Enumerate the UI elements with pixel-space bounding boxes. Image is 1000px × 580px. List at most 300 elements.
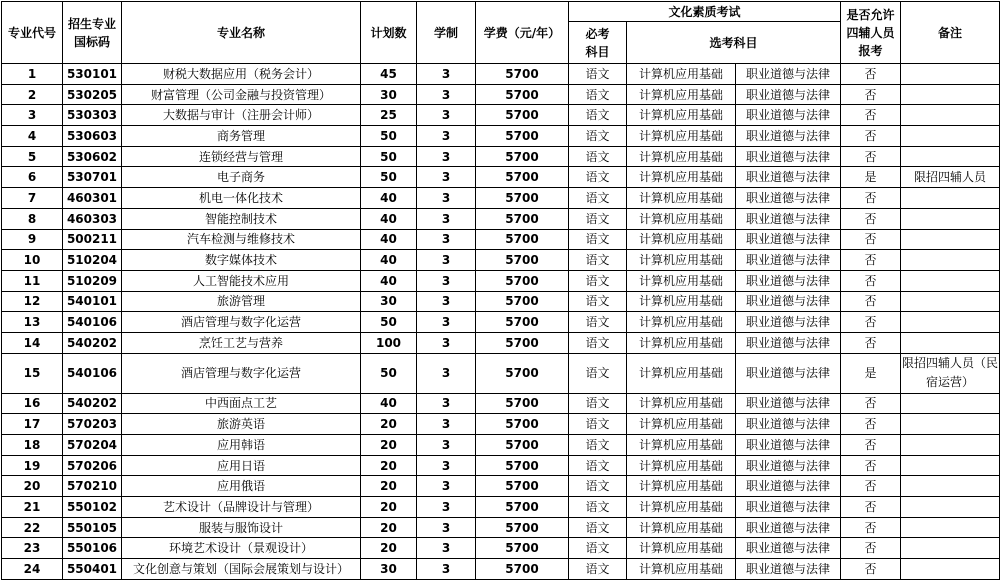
- table-row: [2, 559, 1000, 580]
- major-name-cell: 商务管理: [122, 126, 361, 147]
- study-years-cell: 3: [417, 126, 476, 147]
- remark-cell: [901, 105, 1000, 126]
- header-national-code-line2: 国标码: [73, 34, 110, 49]
- study-years-cell: 3: [417, 188, 476, 209]
- allow-auxiliary-cell: 否: [841, 250, 901, 271]
- header-required: [569, 22, 627, 64]
- table-body: [2, 64, 1000, 580]
- table-row: [2, 250, 1000, 271]
- study-years-cell: 3: [417, 455, 476, 476]
- major-name-cell: 艺术设计（品牌设计与管理）: [122, 497, 361, 518]
- study-years-cell: 3: [417, 538, 476, 559]
- tuition-fee-cell: 5700: [476, 538, 569, 559]
- allow-auxiliary-cell: 否: [841, 435, 901, 456]
- major-name-cell: 机电一体化技术: [122, 188, 361, 209]
- table-row: [2, 208, 1000, 229]
- remark-cell: [901, 435, 1000, 456]
- plan-count-cell: 45: [361, 64, 417, 85]
- table-row: [2, 517, 1000, 538]
- study-years-cell: 3: [417, 435, 476, 456]
- major-code-cell: 570206: [63, 455, 122, 476]
- tuition-fee-cell: 5700: [476, 250, 569, 271]
- major-code-cell: 530303: [63, 105, 122, 126]
- table-row: [2, 455, 1000, 476]
- table-row: [2, 332, 1000, 353]
- row-number-cell: 5: [2, 146, 63, 167]
- plan-count-cell: 50: [361, 126, 417, 147]
- allow-auxiliary-cell: 否: [841, 84, 901, 105]
- required-subject-cell: 语文: [569, 455, 627, 476]
- required-subject-cell: 语文: [569, 559, 627, 580]
- required-subject-cell: 语文: [569, 208, 627, 229]
- allow-auxiliary-cell: 否: [841, 455, 901, 476]
- required-subject-cell: 语文: [569, 476, 627, 497]
- allow-auxiliary-cell: 否: [841, 146, 901, 167]
- elective-subject-1-cell: 计算机应用基础: [627, 167, 736, 188]
- header-required-line1: 必考: [585, 26, 610, 41]
- remark-cell: [901, 497, 1000, 518]
- remark-cell: [901, 517, 1000, 538]
- major-code-cell: 530603: [63, 126, 122, 147]
- major-name-cell: 服装与服饰设计: [122, 517, 361, 538]
- elective-subject-2-cell: 职业道德与法律: [736, 291, 841, 312]
- tuition-fee-cell: 5700: [476, 188, 569, 209]
- major-name-cell: 应用日语: [122, 455, 361, 476]
- elective-subject-1-cell: 计算机应用基础: [627, 393, 736, 414]
- required-subject-cell: 语文: [569, 167, 627, 188]
- table-row: [2, 146, 1000, 167]
- major-code-cell: 460301: [63, 188, 122, 209]
- major-name-cell: 中西面点工艺: [122, 393, 361, 414]
- allow-auxiliary-cell: 否: [841, 476, 901, 497]
- major-code-cell: 460303: [63, 208, 122, 229]
- study-years-cell: 3: [417, 208, 476, 229]
- allow-auxiliary-cell: 否: [841, 208, 901, 229]
- row-number-cell: 13: [2, 312, 63, 333]
- plan-count-cell: 50: [361, 353, 417, 393]
- plan-count-cell: 30: [361, 84, 417, 105]
- header-national-code: [63, 2, 122, 64]
- elective-subject-1-cell: 计算机应用基础: [627, 105, 736, 126]
- elective-subject-2-cell: 职业道德与法律: [736, 476, 841, 497]
- header-national-code-line1: 招生专业: [67, 16, 116, 31]
- allow-auxiliary-cell: 否: [841, 188, 901, 209]
- table-header: [2, 2, 1000, 64]
- major-code-cell: 550105: [63, 517, 122, 538]
- header-plan: 计划数: [361, 2, 417, 64]
- tuition-fee-cell: 5700: [476, 332, 569, 353]
- study-years-cell: 3: [417, 105, 476, 126]
- study-years-cell: 3: [417, 64, 476, 85]
- plan-count-cell: 40: [361, 250, 417, 271]
- remark-cell: [901, 538, 1000, 559]
- header-allow-line2: 四辅人员: [846, 25, 895, 40]
- header-tuition: 学费（元/年）: [476, 2, 569, 64]
- major-name-cell: 环境艺术设计（景观设计）: [122, 538, 361, 559]
- major-code-cell: 550106: [63, 538, 122, 559]
- major-code-cell: 540106: [63, 353, 122, 393]
- required-subject-cell: 语文: [569, 517, 627, 538]
- table-row: [2, 64, 1000, 85]
- elective-subject-1-cell: 计算机应用基础: [627, 208, 736, 229]
- remark-cell: [901, 146, 1000, 167]
- tuition-fee-cell: 5700: [476, 455, 569, 476]
- elective-subject-1-cell: 计算机应用基础: [627, 146, 736, 167]
- row-number-cell: 16: [2, 393, 63, 414]
- remark-cell: [901, 312, 1000, 333]
- tuition-fee-cell: 5700: [476, 146, 569, 167]
- plan-count-cell: 20: [361, 476, 417, 497]
- elective-subject-2-cell: 职业道德与法律: [736, 312, 841, 333]
- required-subject-cell: 语文: [569, 146, 627, 167]
- table-row: [2, 167, 1000, 188]
- allow-auxiliary-cell: 否: [841, 538, 901, 559]
- elective-subject-2-cell: 职业道德与法律: [736, 105, 841, 126]
- major-code-cell: 510204: [63, 250, 122, 271]
- plan-count-cell: 100: [361, 332, 417, 353]
- allow-auxiliary-cell: 否: [841, 126, 901, 147]
- plan-count-cell: 50: [361, 312, 417, 333]
- table-row: [2, 126, 1000, 147]
- major-name-cell: 财富管理（公司金融与投资管理）: [122, 84, 361, 105]
- remark-cell: [901, 229, 1000, 250]
- elective-subject-1-cell: 计算机应用基础: [627, 332, 736, 353]
- table-row: [2, 353, 1000, 393]
- major-code-cell: 540202: [63, 393, 122, 414]
- major-name-cell: 旅游英语: [122, 414, 361, 435]
- tuition-fee-cell: 5700: [476, 229, 569, 250]
- row-number-cell: 18: [2, 435, 63, 456]
- row-number-cell: 14: [2, 332, 63, 353]
- elective-subject-2-cell: 职业道德与法律: [736, 126, 841, 147]
- header-remark: 备注: [901, 2, 1000, 64]
- tuition-fee-cell: 5700: [476, 393, 569, 414]
- study-years-cell: 3: [417, 270, 476, 291]
- major-name-cell: 连锁经营与管理: [122, 146, 361, 167]
- plan-count-cell: 25: [361, 105, 417, 126]
- major-code-cell: 570203: [63, 414, 122, 435]
- header-name: 专业名称: [122, 2, 361, 64]
- header-code: 专业代号: [2, 2, 63, 64]
- elective-subject-1-cell: 计算机应用基础: [627, 517, 736, 538]
- row-number-cell: 15: [2, 353, 63, 393]
- plan-count-cell: 20: [361, 538, 417, 559]
- elective-subject-1-cell: 计算机应用基础: [627, 84, 736, 105]
- required-subject-cell: 语文: [569, 105, 627, 126]
- plan-count-cell: 50: [361, 146, 417, 167]
- row-number-cell: 8: [2, 208, 63, 229]
- table-row: [2, 393, 1000, 414]
- required-subject-cell: 语文: [569, 312, 627, 333]
- tuition-fee-cell: 5700: [476, 126, 569, 147]
- elective-subject-2-cell: 职业道德与法律: [736, 435, 841, 456]
- remark-cell: [901, 270, 1000, 291]
- major-code-cell: 540101: [63, 291, 122, 312]
- tuition-fee-cell: 5700: [476, 353, 569, 393]
- major-code-cell: 550102: [63, 497, 122, 518]
- elective-subject-1-cell: 计算机应用基础: [627, 188, 736, 209]
- tuition-fee-cell: 5700: [476, 291, 569, 312]
- header-required-line2: 科目: [585, 44, 610, 59]
- allow-auxiliary-cell: 否: [841, 229, 901, 250]
- elective-subject-2-cell: 职业道德与法律: [736, 167, 841, 188]
- elective-subject-2-cell: 职业道德与法律: [736, 353, 841, 393]
- major-code-cell: 570210: [63, 476, 122, 497]
- study-years-cell: 3: [417, 517, 476, 538]
- elective-subject-2-cell: 职业道德与法律: [736, 250, 841, 271]
- major-code-cell: 530205: [63, 84, 122, 105]
- remark-cell: [901, 414, 1000, 435]
- study-years-cell: 3: [417, 84, 476, 105]
- plan-count-cell: 50: [361, 167, 417, 188]
- required-subject-cell: 语文: [569, 332, 627, 353]
- row-number-cell: 17: [2, 414, 63, 435]
- elective-subject-2-cell: 职业道德与法律: [736, 84, 841, 105]
- study-years-cell: 3: [417, 146, 476, 167]
- plan-count-cell: 20: [361, 455, 417, 476]
- major-name-cell: 数字媒体技术: [122, 250, 361, 271]
- row-number-cell: 2: [2, 84, 63, 105]
- elective-subject-1-cell: 计算机应用基础: [627, 455, 736, 476]
- required-subject-cell: 语文: [569, 84, 627, 105]
- major-name-cell: 智能控制技术: [122, 208, 361, 229]
- tuition-fee-cell: 5700: [476, 105, 569, 126]
- required-subject-cell: 语文: [569, 126, 627, 147]
- plan-count-cell: 30: [361, 291, 417, 312]
- table-row: [2, 312, 1000, 333]
- major-code-cell: 530701: [63, 167, 122, 188]
- required-subject-cell: 语文: [569, 270, 627, 291]
- elective-subject-2-cell: 职业道德与法律: [736, 146, 841, 167]
- tuition-fee-cell: 5700: [476, 559, 569, 580]
- remark-cell: [901, 250, 1000, 271]
- elective-subject-1-cell: 计算机应用基础: [627, 64, 736, 85]
- allow-auxiliary-cell: 否: [841, 414, 901, 435]
- row-number-cell: 12: [2, 291, 63, 312]
- elective-subject-1-cell: 计算机应用基础: [627, 497, 736, 518]
- header-culture-exam: 文化素质考试: [569, 2, 841, 22]
- allow-auxiliary-cell: 否: [841, 291, 901, 312]
- elective-subject-1-cell: 计算机应用基础: [627, 435, 736, 456]
- tuition-fee-cell: 5700: [476, 84, 569, 105]
- study-years-cell: 3: [417, 476, 476, 497]
- tuition-fee-cell: 5700: [476, 497, 569, 518]
- row-number-cell: 9: [2, 229, 63, 250]
- row-number-cell: 24: [2, 559, 63, 580]
- plan-count-cell: 20: [361, 414, 417, 435]
- elective-subject-1-cell: 计算机应用基础: [627, 229, 736, 250]
- major-name-cell: 人工智能技术应用: [122, 270, 361, 291]
- required-subject-cell: 语文: [569, 435, 627, 456]
- table-row: [2, 538, 1000, 559]
- allow-auxiliary-cell: 否: [841, 517, 901, 538]
- elective-subject-2-cell: 职业道德与法律: [736, 188, 841, 209]
- plan-count-cell: 40: [361, 393, 417, 414]
- table-row: [2, 497, 1000, 518]
- study-years-cell: 3: [417, 353, 476, 393]
- tuition-fee-cell: 5700: [476, 476, 569, 497]
- tuition-fee-cell: 5700: [476, 167, 569, 188]
- elective-subject-1-cell: 计算机应用基础: [627, 538, 736, 559]
- elective-subject-2-cell: 职业道德与法律: [736, 538, 841, 559]
- elective-subject-2-cell: 职业道德与法律: [736, 208, 841, 229]
- study-years-cell: 3: [417, 393, 476, 414]
- elective-subject-2-cell: 职业道德与法律: [736, 455, 841, 476]
- row-number-cell: 7: [2, 188, 63, 209]
- plan-count-cell: 40: [361, 188, 417, 209]
- remark-cell: 限招四辅人员（民宿运营）: [901, 353, 1000, 393]
- elective-subject-1-cell: 计算机应用基础: [627, 353, 736, 393]
- study-years-cell: 3: [417, 291, 476, 312]
- major-name-cell: 应用韩语: [122, 435, 361, 456]
- remark-cell: [901, 559, 1000, 580]
- major-name-cell: 酒店管理与数字化运营: [122, 312, 361, 333]
- major-code-cell: 570204: [63, 435, 122, 456]
- table-row: [2, 435, 1000, 456]
- row-number-cell: 20: [2, 476, 63, 497]
- major-name-cell: 旅游管理: [122, 291, 361, 312]
- major-name-cell: 电子商务: [122, 167, 361, 188]
- allow-auxiliary-cell: 否: [841, 64, 901, 85]
- table-row: [2, 270, 1000, 291]
- remark-cell: [901, 188, 1000, 209]
- elective-subject-1-cell: 计算机应用基础: [627, 250, 736, 271]
- plan-count-cell: 40: [361, 208, 417, 229]
- row-number-cell: 11: [2, 270, 63, 291]
- elective-subject-2-cell: 职业道德与法律: [736, 64, 841, 85]
- required-subject-cell: 语文: [569, 291, 627, 312]
- required-subject-cell: 语文: [569, 250, 627, 271]
- row-number-cell: 22: [2, 517, 63, 538]
- row-number-cell: 23: [2, 538, 63, 559]
- allow-auxiliary-cell: 否: [841, 332, 901, 353]
- table-row: [2, 229, 1000, 250]
- major-name-cell: 酒店管理与数字化运营: [122, 353, 361, 393]
- major-code-cell: 550401: [63, 559, 122, 580]
- major-code-cell: 500211: [63, 229, 122, 250]
- row-number-cell: 19: [2, 455, 63, 476]
- major-name-cell: 财税大数据应用（税务会计）: [122, 64, 361, 85]
- study-years-cell: 3: [417, 167, 476, 188]
- remark-cell: 限招四辅人员: [901, 167, 1000, 188]
- remark-cell: [901, 455, 1000, 476]
- header-years: 学制: [417, 2, 476, 64]
- table-row: [2, 414, 1000, 435]
- tuition-fee-cell: 5700: [476, 270, 569, 291]
- row-number-cell: 6: [2, 167, 63, 188]
- plan-count-cell: 20: [361, 517, 417, 538]
- elective-subject-2-cell: 职业道德与法律: [736, 414, 841, 435]
- header-allow-line1: 是否允许: [846, 7, 895, 22]
- elective-subject-2-cell: 职业道德与法律: [736, 229, 841, 250]
- elective-subject-1-cell: 计算机应用基础: [627, 414, 736, 435]
- study-years-cell: 3: [417, 312, 476, 333]
- required-subject-cell: 语文: [569, 497, 627, 518]
- tuition-fee-cell: 5700: [476, 312, 569, 333]
- row-number-cell: 3: [2, 105, 63, 126]
- study-years-cell: 3: [417, 332, 476, 353]
- study-years-cell: 3: [417, 559, 476, 580]
- table-row: [2, 291, 1000, 312]
- allow-auxiliary-cell: 否: [841, 393, 901, 414]
- major-code-cell: 510209: [63, 270, 122, 291]
- header-allow-line3: 报考: [858, 43, 883, 58]
- table-row: [2, 476, 1000, 497]
- plan-count-cell: 20: [361, 497, 417, 518]
- row-number-cell: 1: [2, 64, 63, 85]
- study-years-cell: 3: [417, 229, 476, 250]
- remark-cell: [901, 126, 1000, 147]
- required-subject-cell: 语文: [569, 393, 627, 414]
- row-number-cell: 21: [2, 497, 63, 518]
- tuition-fee-cell: 5700: [476, 435, 569, 456]
- study-years-cell: 3: [417, 414, 476, 435]
- allow-auxiliary-cell: 是: [841, 353, 901, 393]
- plan-count-cell: 20: [361, 435, 417, 456]
- major-code-cell: 540202: [63, 332, 122, 353]
- required-subject-cell: 语文: [569, 538, 627, 559]
- required-subject-cell: 语文: [569, 64, 627, 85]
- major-code-cell: 540106: [63, 312, 122, 333]
- study-years-cell: 3: [417, 497, 476, 518]
- tuition-fee-cell: 5700: [476, 517, 569, 538]
- major-code-cell: 530602: [63, 146, 122, 167]
- remark-cell: [901, 393, 1000, 414]
- allow-auxiliary-cell: 否: [841, 270, 901, 291]
- elective-subject-1-cell: 计算机应用基础: [627, 312, 736, 333]
- table-row: [2, 105, 1000, 126]
- remark-cell: [901, 332, 1000, 353]
- elective-subject-2-cell: 职业道德与法律: [736, 332, 841, 353]
- allow-auxiliary-cell: 否: [841, 497, 901, 518]
- major-name-cell: 大数据与审计（注册会计师）: [122, 105, 361, 126]
- elective-subject-1-cell: 计算机应用基础: [627, 559, 736, 580]
- table-row: [2, 188, 1000, 209]
- remark-cell: [901, 291, 1000, 312]
- major-name-cell: 烹饪工艺与营养: [122, 332, 361, 353]
- required-subject-cell: 语文: [569, 188, 627, 209]
- remark-cell: [901, 84, 1000, 105]
- remark-cell: [901, 208, 1000, 229]
- row-number-cell: 4: [2, 126, 63, 147]
- elective-subject-2-cell: 职业道德与法律: [736, 517, 841, 538]
- study-years-cell: 3: [417, 250, 476, 271]
- row-number-cell: 10: [2, 250, 63, 271]
- elective-subject-1-cell: 计算机应用基础: [627, 270, 736, 291]
- major-code-cell: 530101: [63, 64, 122, 85]
- plan-count-cell: 40: [361, 229, 417, 250]
- elective-subject-2-cell: 职业道德与法律: [736, 559, 841, 580]
- elective-subject-2-cell: 职业道德与法律: [736, 497, 841, 518]
- major-name-cell: 应用俄语: [122, 476, 361, 497]
- allow-auxiliary-cell: 否: [841, 312, 901, 333]
- plan-count-cell: 40: [361, 270, 417, 291]
- elective-subject-1-cell: 计算机应用基础: [627, 291, 736, 312]
- plan-count-cell: 30: [361, 559, 417, 580]
- tuition-fee-cell: 5700: [476, 208, 569, 229]
- required-subject-cell: 语文: [569, 414, 627, 435]
- table-row: [2, 84, 1000, 105]
- allow-auxiliary-cell: 是: [841, 167, 901, 188]
- header-allow: [841, 2, 901, 64]
- header-elective: 选考科目: [627, 22, 841, 64]
- required-subject-cell: 语文: [569, 353, 627, 393]
- elective-subject-2-cell: 职业道德与法律: [736, 393, 841, 414]
- required-subject-cell: 语文: [569, 229, 627, 250]
- enrollment-plan-table: [1, 1, 1000, 580]
- allow-auxiliary-cell: 否: [841, 105, 901, 126]
- tuition-fee-cell: 5700: [476, 414, 569, 435]
